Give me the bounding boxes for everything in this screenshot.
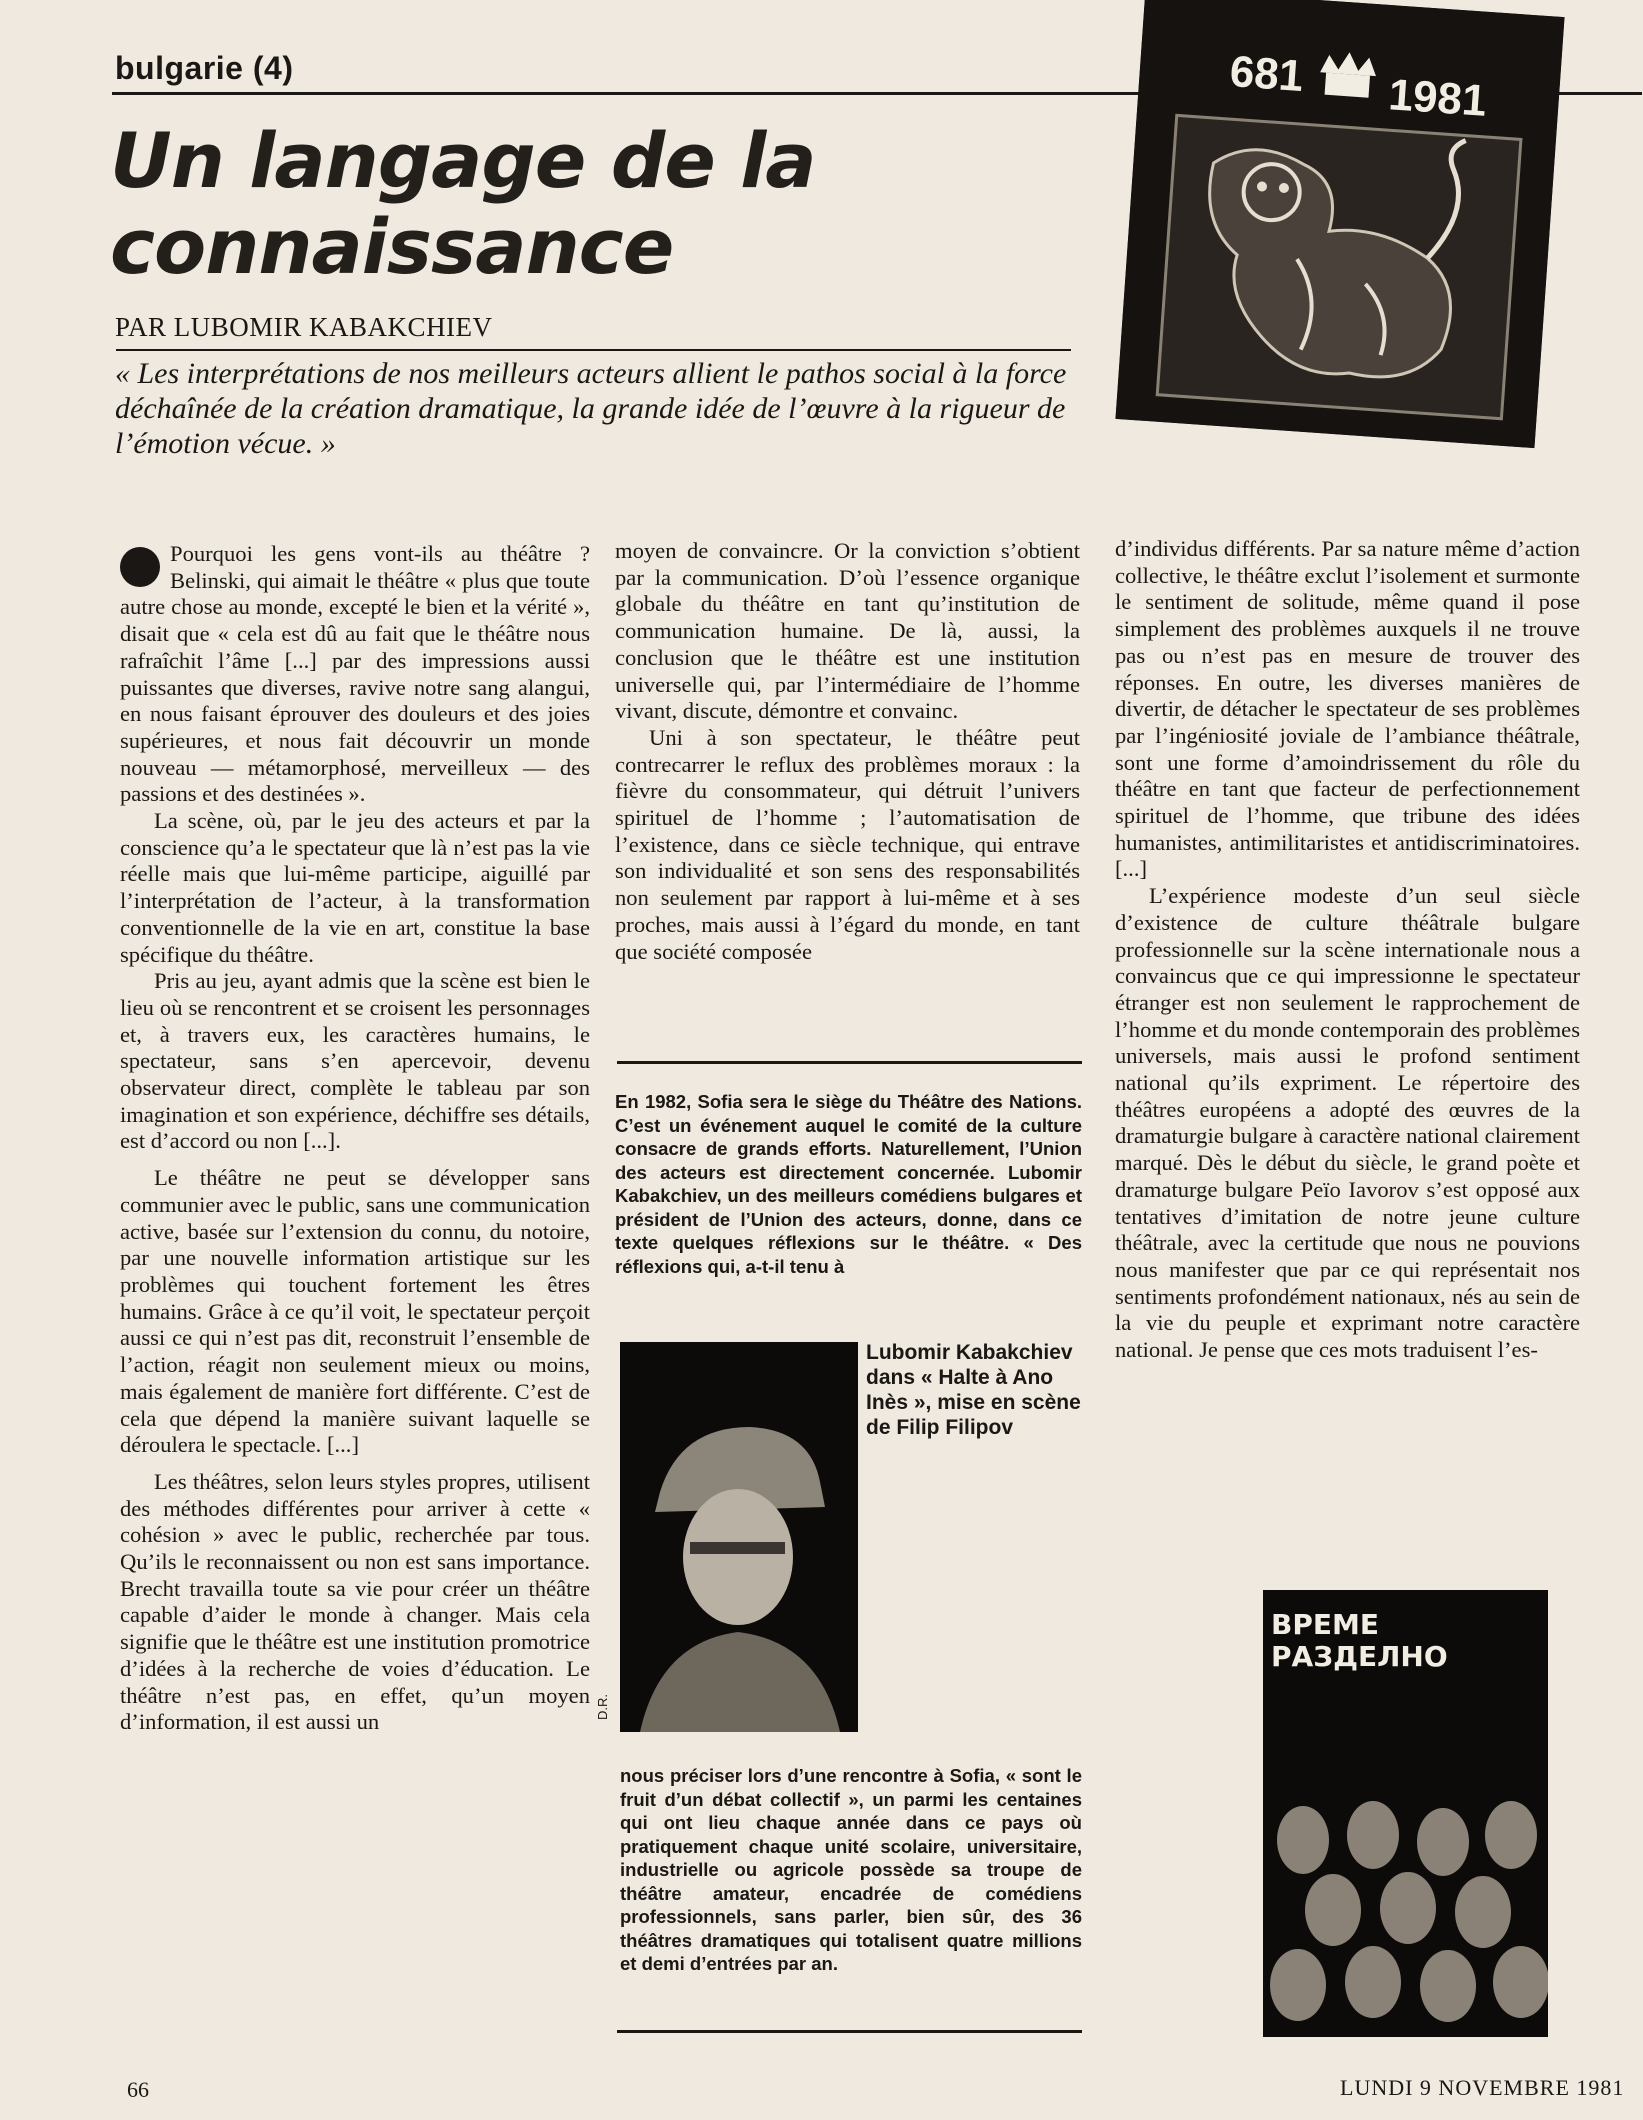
paragraph: Le théâtre ne peut se développer sans communier avec le public, sans une communication active, basée sur l’extension du connu, du notoire, par une nouvelle information artistique sur les problèmes qui touchent fortement les êtres humains. Grâce à ce qu’il voit, le spectateur perçoit aussi ce qui n’est pas dit, reconstruit l’ensemble de l’action, réagit non seulement mieux ou moins, mais également de manière fort différente. C’est de cela que dépend la manière suivant laquelle se déroulera le spectacle. [...] — [120, 1165, 590, 1458]
paragraph: Pris au jeu, ayant admis que la scène est bien le lieu où se rencontrent et se croisent les personnages et, à travers eux, les caractères humains, le spectateur, sans s’en apercevoir, devenu observateur direct, complète le tableau par son imagination et son expérience, déchiffre ses détails, est d’accord ou non [...]. — [120, 968, 590, 1154]
article-column-2 — [615, 538, 1080, 965]
paragraph: L’expérience modeste d’un seul siècle d’existence de culture théâtrale bulgare professionnelle sur la scène internationale nous a convaincus que ce qui impressionne le spectateur étranger est non seulement le rapprochement de l’homme et du monde contemporain des problèmes universels, mais aussi le profond sentiment national qu’ils expriment. Le répertoire des théâtres européens a adopté des œuvres de la dramaturgie bulgare à caractère national clairement marqué. Dès le début du siècle, le grand poète et dramaturge bulgare Peïo Iavorov s’est opposé aux tentatives d’imitation de notre jeune culture théâtrale, avec la certitude que nous ne pouvions nous manifester que par ce qui représentait nos sentiments profondément nationaux, nés au sein de la vie du peuple et exprimant notre caractère national. Je pense que ces mots traduisent l’es- — [1115, 883, 1580, 1363]
title-line-2: connaissance — [110, 202, 674, 291]
paragraph: Pourquoi les gens vont-ils au théâtre ? Belinski, qui aimait le théâtre « plus que toute autre chose au monde, excepté le bien et la vérité », disait que « cela est dû au fait que le théâtre nous rafraîchit l’âme [...] par des impressions aussi puissantes que diverses, ravive notre sang alangui, en nous faisant éprouver des douleurs et des joies supérieures, et nous fait découvrir un monde nouveau — métamorphosé, merveilleux — des passions et des destinées ». — [120, 541, 590, 807]
page-number: 66 — [127, 2077, 149, 2102]
paragraph: moyen de convaincre. Or la conviction s’obtient par la communication. D’où l’essence organique globale du théâtre en tant qu’institution de communication humaine. De là, aussi, la conclusion que le théâtre est une institution universelle qui, par l’intermédiaire de l’homme vivant, discute, démontre et convainc. — [615, 538, 1080, 724]
paragraph: La scène, où, par le jeu des acteurs et par la conscience qu’a le spectateur que là n’est pas la vie réelle mais que lui-même participe, aiguillé par l’interprétation de l’acteur, à la transformation conventionnelle de la vie en art, constitue la base spécifique du théâtre. — [120, 808, 590, 967]
paragraph: Les théâtres, selon leurs styles propres, utilisent des méthodes différentes pour arriver à cette « cohésion » avec le public, recherchée par tous. Qu’ils le reconnaissent ou non est sans importance. Brecht travailla toute sa vie pour créer un théâtre capable d’aider le monde à changer. Mais cela signifie que le théâtre est une institution promotrice d’idées à la recherche de voies d’éducation. Le théâtre n’est pas, en effet, qu’un moyen d’information, il est aussi un — [120, 1468, 590, 1735]
section-rubric: bulgarie (4) — [115, 50, 294, 86]
sidebar-continued: nous préciser lors d’une rencontre à Sofia, « sont le fruit d’un débat collectif », un parmi les centaines qui ont lieu chaque année dans ce pays où pratiquement chaque unité scolaire, universitaire, industrielle ou agricole possède sa troupe de théâtre amateur, encadrée de comédiens professionnels, sans parler, bien sûr, des 36 théâtres dramatiques qui totalisent quatre millions et demi d’entrées par an. — [620, 1765, 1082, 1974]
article-column-3 — [1115, 536, 1580, 1364]
paragraph: d’individus différents. Par sa nature même d’action collective, le théâtre exclut l’isolement et surmonte le sentiment de solitude, même quand il pose simplement des problèmes auxquels il ne trouve pas ou n’est pas en mesure de trouver des réponses. En outre, les diverses manières de divertir, de détacher le spectateur de ses problèmes par l’ingéniosité joviale de l’ambiance théâtrale, sont une forme d’amoindrissement du rôle du théâtre en tant que facteur de perfectionnement spirituel de l’homme, que tribune des idées humanistes, antimilitaristes et antidiscriminatoires. [...] — [1115, 536, 1580, 882]
sidebar-intro: En 1982, Sofia sera le siège du Théâtre des Nations. C’est un événement auquel le comité de la culture consacre de grands efforts. Naturellement, l’Union des acteurs est directement concernée. Lubomir Kabakchiev, un des meilleurs comédiens bulgares et président de l’Union des acteurs, donne, dans ce texte quelques réflexions sur le théâtre. « Des réflexions qui, a-t-il tenu à — [615, 1091, 1082, 1277]
article-column-1 — [120, 541, 590, 1736]
book-cover — [1263, 1590, 1548, 2037]
title-line-1: Un langage de la — [110, 116, 816, 205]
book-title-line-2: РАЗДЕЛНО — [1271, 1640, 1448, 1673]
photo-credit: D.R. — [595, 1694, 610, 1720]
anniversary-year-end: 1981 — [1387, 70, 1489, 126]
actor-photo — [620, 1342, 858, 1732]
byline-rule — [116, 349, 1071, 351]
photo-caption: Lubomir Kabakchiev dans « Halte à Ano Inès », mise en scène de Filip Filipov — [866, 1341, 1081, 1439]
paragraph: Uni à son spectateur, le théâtre peut contrecarrer le reflux des problèmes moraux : la fièvre du consommateur, qui détruit l’univers spirituel de l’homme ; l’automatisation de l’existence, dans ce siècle technique, qui entrave son individualité et son sens des responsabilités non seulement par rapport à lui-même et à ses proches, mais aussi à l’égard du monde, en tant que société composée — [615, 724, 1080, 964]
lion-illustration — [1115, 0, 1564, 448]
book-title-line-1: ВРЕМЕ — [1271, 1608, 1379, 1641]
drop-bullet — [120, 547, 160, 587]
sidebar-bottom-rule — [617, 2030, 1082, 2033]
issue-date: LUNDI 9 NOVEMBRE 1981 — [1340, 2075, 1625, 2100]
article-title — [110, 118, 910, 290]
byline: PAR LUBOMIR KABAKCHIEV — [115, 312, 493, 342]
lede-quote: « Les interprétations de nos meilleurs acteurs allient le pathos social à la force déchaînée de la création dramatique, la grande idée de l’œuvre à la rigueur de l’émotion vécue. » — [115, 357, 1067, 460]
sidebar-top-rule — [617, 1061, 1082, 1064]
anniversary-poster — [1115, 0, 1564, 448]
anniversary-year-start: 681 — [1228, 47, 1305, 102]
